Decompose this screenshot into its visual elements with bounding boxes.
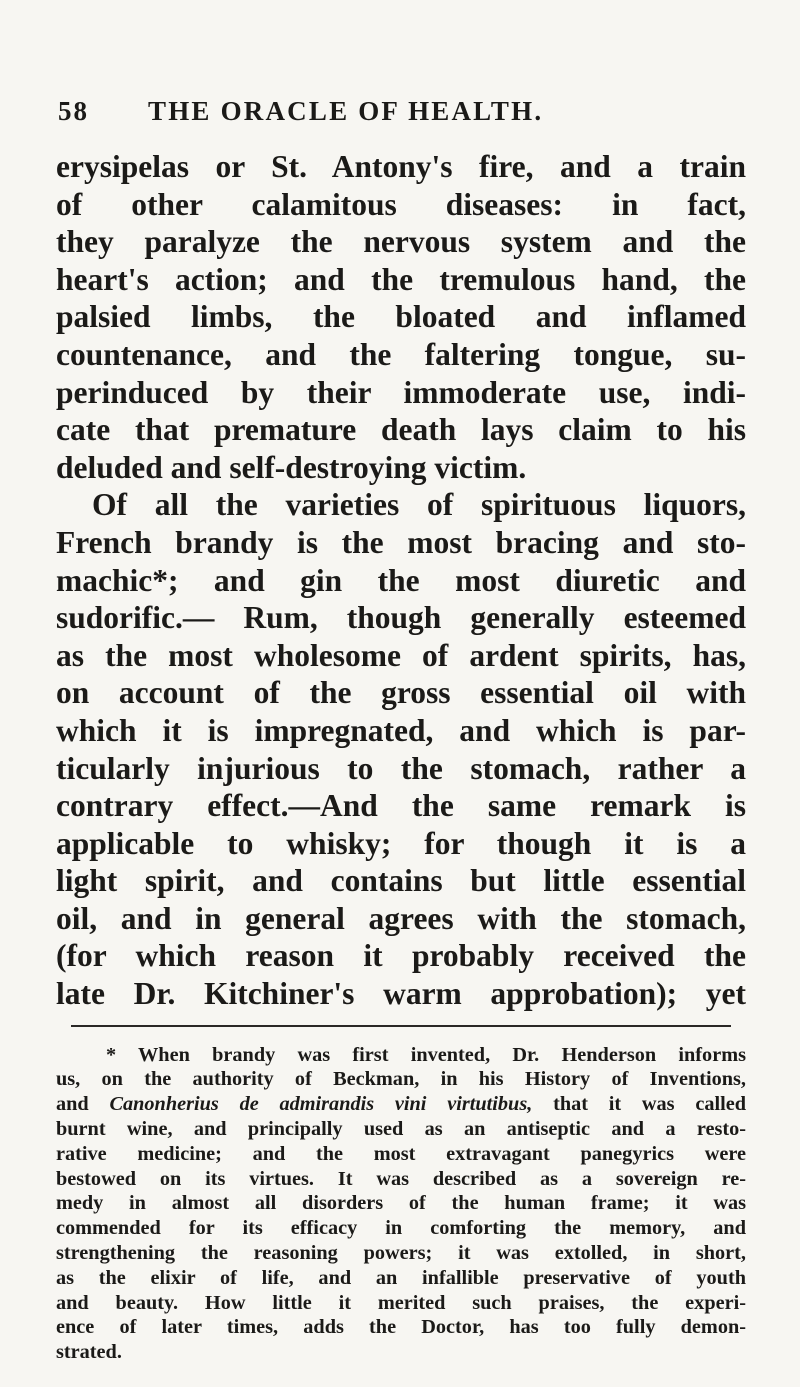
text-line: contrary effect.—And the same remark is: [56, 788, 746, 824]
text-line: heart's action; and the tremulous hand, the: [56, 261, 746, 297]
text-line: on account of the gross essential oil with: [56, 675, 746, 711]
text-line: as the most wholesome of ardent spirits, has,: [56, 637, 746, 673]
text-line: cate that premature death lays claim to his: [56, 412, 746, 448]
footnote-line: bestowed on its virtues. It was described as a sovereign re-: [56, 1167, 746, 1190]
text-line: countenance, and the faltering tongue, su-: [56, 336, 746, 372]
footnote-line: medy in almost all disorders of the human frame; it was: [56, 1192, 746, 1215]
footnote-line: * When brandy was first invented, Dr. Henderson informs: [106, 1043, 746, 1066]
text-line: late Dr. Kitchiner's warm approbation); yet: [56, 976, 746, 1012]
footnote: [56, 1043, 746, 1365]
text-line: which it is impregnated, and which is par-: [56, 712, 746, 748]
footnote-line: [56, 1092, 746, 1117]
footnote-line: burnt wine, and principally used as an antiseptic and a resto-: [56, 1118, 746, 1141]
text-line: oil, and in general agrees with the stomach,: [56, 900, 746, 936]
text-line: they paralyze the nervous system and the: [56, 224, 746, 260]
footnote-text: and: [56, 1093, 89, 1116]
book-page: [56, 96, 746, 1365]
text-line: of other calamitous diseases: in fact,: [56, 186, 746, 222]
page-header: [56, 96, 746, 136]
running-title: THE ORACLE OF HEALTH.: [148, 96, 544, 126]
text-line: palsied limbs, the bloated and inflamed: [56, 299, 746, 335]
text-line: perinduced by their immoderate use, indi-: [56, 374, 746, 410]
text-line: light spirit, and contains but little essential: [56, 863, 746, 899]
text-line: machic*; and gin the most diuretic and: [56, 562, 746, 598]
body-text: [56, 148, 746, 1013]
text-line: Of all the varieties of spirituous liquors,: [92, 487, 746, 523]
text-line: erysipelas or St. Antony's fire, and a train: [56, 149, 746, 184]
footnote-line: and beauty. How little it merited such praises, the experi-: [56, 1291, 746, 1314]
text-line: deluded and self-destroying victim.: [56, 449, 527, 485]
latin-title: Canonherius de admirandis vini virtutibus,: [109, 1093, 533, 1116]
text-line: French brandy is the most bracing and sto-: [56, 524, 746, 560]
text-line: sudorific.— Rum, though generally esteemed: [56, 600, 746, 636]
footnote-line: strated.: [56, 1341, 122, 1364]
text-line: applicable to whisky; for though it is a: [56, 825, 746, 861]
footnote-text: that it was called: [553, 1093, 746, 1116]
footnote-line: ence of later times, adds the Doctor, has too fully demon-: [56, 1316, 746, 1339]
footnote-line: strengthening the reasoning powers; it was extolled, in short,: [56, 1242, 746, 1265]
footnote-line: rative medicine; and the most extravagant panegyrics were: [56, 1142, 746, 1165]
footnote-line: commended for its efficacy in comforting the memory, and: [56, 1217, 746, 1240]
text-line: ticularly injurious to the stomach, rather a: [56, 750, 746, 786]
page-number: 58: [58, 96, 89, 126]
text-line: (for which reason it probably received the: [56, 938, 746, 974]
footnote-line: as the elixir of life, and an infallible preservative of youth: [56, 1266, 746, 1289]
footnote-line: us, on the authority of Beckman, in his History of Inventions,: [56, 1068, 746, 1091]
